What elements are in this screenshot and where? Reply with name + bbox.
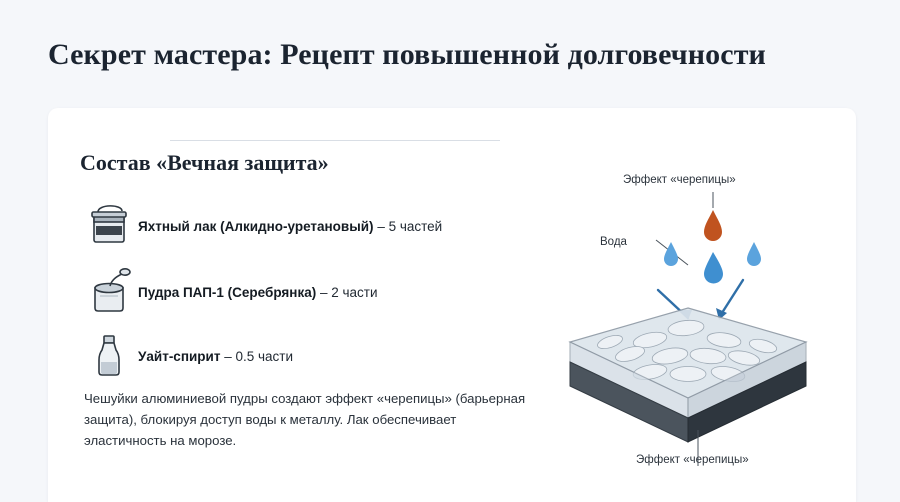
title-divider <box>170 140 500 141</box>
ingredient-amount: – 2 части <box>319 284 378 300</box>
diagram-label-top: Эффект «черепицы» <box>623 174 736 186</box>
ingredient-label <box>138 285 378 300</box>
diagram-label-water: Вода <box>600 236 627 248</box>
ingredient-name: Яхтный лак (Алкидно-уретановый) <box>138 218 374 234</box>
ingredient-row <box>82 330 552 382</box>
paint-can-icon <box>82 200 138 252</box>
ingredient-row <box>82 200 552 252</box>
ingredient-label <box>138 219 442 234</box>
explanation-note: Чешуйки алюминиевой пудры создают эффект «черепицы» (барьерная защита), блокируя доступ воды к металлу. Лак обеспечивает эластичность на морозе. <box>84 391 526 448</box>
ingredient-amount: – 5 частей <box>377 218 443 234</box>
ingredient-amount: – 0.5 части <box>224 348 293 364</box>
ingredient-name: Уайт-спирит <box>138 348 221 364</box>
ingredient-label <box>138 349 293 364</box>
diagram-label-bottom: Эффект «черепицы» <box>636 454 749 466</box>
shingle-effect-diagram <box>538 130 848 490</box>
section-title: Состав «Вечная защита» <box>80 150 329 175</box>
ingredient-name: Пудра ПАП-1 (Серебрянка) <box>138 284 317 300</box>
solvent-bottle-icon <box>82 330 138 382</box>
ingredient-row <box>82 266 552 318</box>
recipe-card <box>48 108 856 502</box>
powder-jar-icon <box>82 266 138 318</box>
page-title: Секрет мастера: Рецепт повышенной долговечности <box>48 38 766 71</box>
